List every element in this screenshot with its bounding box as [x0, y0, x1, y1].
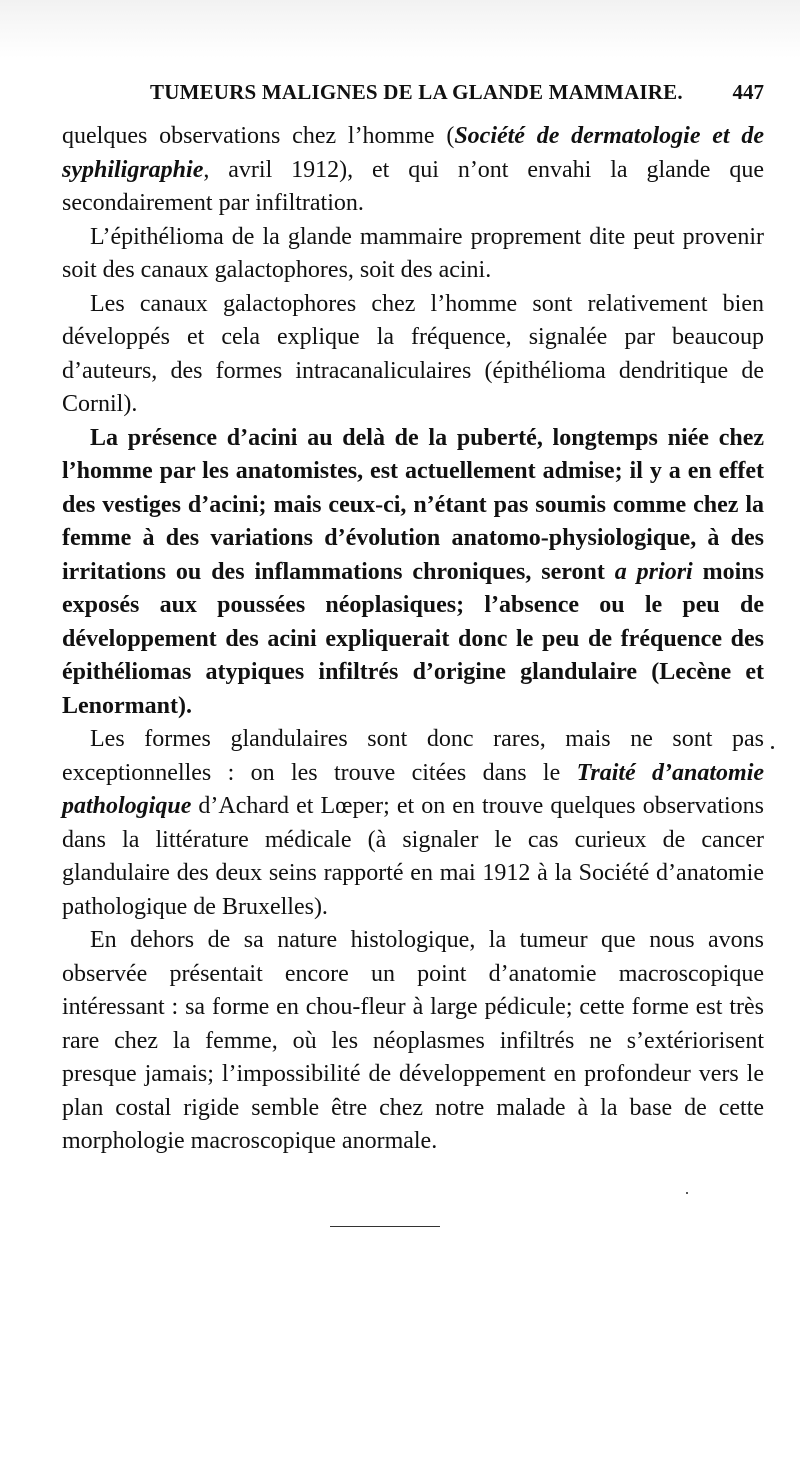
ink-speck: [686, 1192, 688, 1194]
text-run: En dehors de sa nature histologique, la tumeur que nous avons observée présentait encore un point d’anatomie macroscopique intéressant : sa forme en chou-fleur à large pédicule; cette forme est très rare chez la femme, où les néoplasmes infiltrés ne s’extériorisent presque jamais; l’impossibilité de développement en profondeur vers le plan costal rigide semble être chez notre malade à la base de cette morphologie macroscopique anormale.: [62, 927, 764, 1154]
italic-citation: Société de dermatologie et de syphiligraphie: [62, 123, 764, 183]
paragraph: [62, 924, 764, 1159]
italic-citation: a priori: [614, 558, 693, 585]
running-head: [150, 76, 770, 112]
page-number: 447: [732, 80, 764, 104]
paragraph: [62, 221, 764, 288]
paragraph: [62, 723, 764, 924]
page-top-margin: [0, 0, 800, 58]
italic-citation: Traité d’anatomie pathologique: [62, 759, 765, 819]
text-run: , avril 1912), et qui n’ont envahi la glande que secondairement par infiltration.: [62, 156, 764, 216]
text-run: Les formes glandulaires sont donc rares, mais ne sont pas exceptionnelles : on les trouve citées dans le: [62, 726, 764, 786]
ink-speck: [771, 746, 774, 749]
text-run: L’épithélioma de la glande mammaire proprement dite peut provenir soit des canaux galactophores, soit des acini.: [62, 223, 764, 283]
text-run: La présence d’acini au delà de la puberté, longtemps niée chez l’homme par les anatomistes, est actuellement admise; il y a en effet des vestiges d’acini; mais ceux-ci, n’étant pas soumis comme chez la femme à des variations d’évolution anatomo-physiologique, à des irritations ou des inflammations chroniques, seront: [62, 424, 764, 585]
text-run: quelques observations chez l’homme (: [62, 123, 455, 149]
body-text: [62, 120, 764, 1159]
paragraph: [62, 120, 764, 221]
running-title: TUMEURS MALIGNES DE LA GLANDE MAMMAIRE.: [150, 80, 683, 104]
paragraph: [62, 422, 764, 724]
paragraph: [62, 288, 764, 422]
section-rule: [330, 1226, 440, 1227]
text-run: d’Achard et Lœper; et on en trouve quelques observations dans la littérature médicale (à signaler le cas curieux de cancer glandulaire des deux seins rapporté en mai 1912 à la Société d’anatomie pathologique de Bruxelles).: [62, 793, 764, 920]
text-run: Les canaux galactophores chez l’homme sont relativement bien développés et cela explique la fréquence, signalée par beaucoup d’auteurs, des formes intracanaliculaires (épithélioma dendritique de Cornil).: [62, 290, 764, 417]
text-run: moins exposés aux poussées néoplasiques; l’absence ou le peu de développement des acini expliquerait donc le peu de fréquence des épithéliomas atypiques infiltrés d’origine glandulaire (Lecène et Lenormant).: [62, 558, 764, 719]
